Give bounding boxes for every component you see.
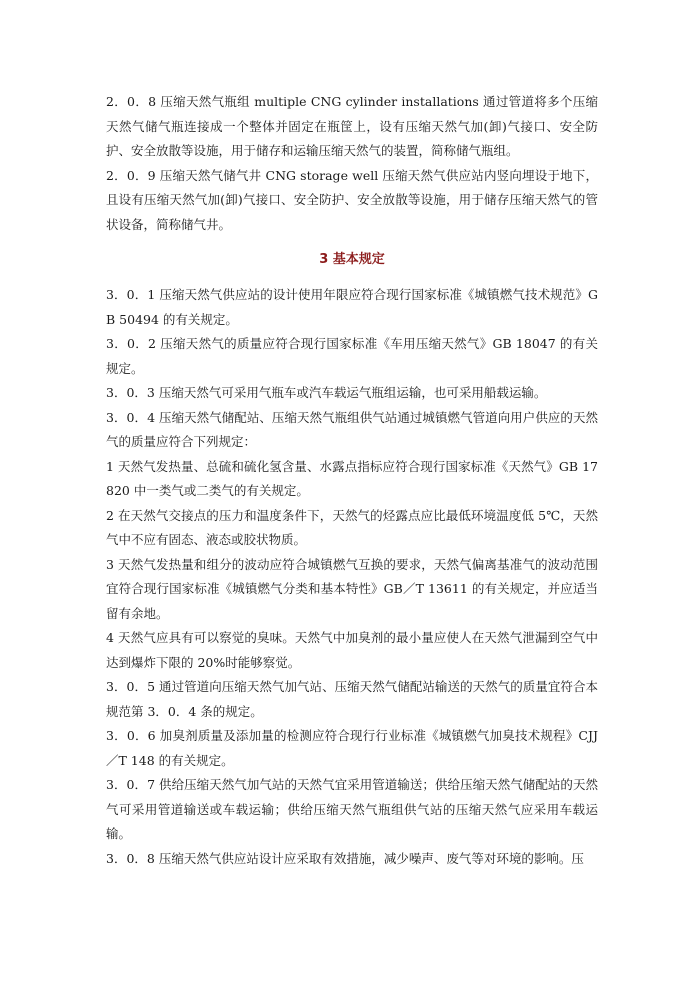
clause-3-0-4-item-4: 4 天然气应具有可以察觉的臭味。天然气中加臭剂的最小量应使人在天然气泄漏到空气中达到爆炸下限的 20%时能够察觉。 — [106, 630, 598, 670]
clause-2-0-9: 2．0．9 压缩天然气储气井 CNG storage well 压缩天然气供应站内竖向埋设于地下，且设有压缩天然气加(卸)气接口、安全防护、安全放散等设施，用于储存压缩天然气的管状设备，简称储气井。 — [106, 167, 598, 232]
clause-3-0-3: 3．0．3 压缩天然气可采用气瓶车或汽车载运气瓶组运输，也可采用船载运输。 — [106, 385, 547, 400]
clause-2-0-8: 2．0．8 压缩天然气瓶组 multiple CNG cylinder installations 通过管道将多个压缩天然气储气瓶连接成一个整体并固定在瓶筐上，设有压缩天然气加(卸)气接口、安全防护、安全放散等设施，用于储存和运输压缩天然气的装置，简称储气瓶组。 — [106, 94, 598, 158]
clause-3-0-8: 3．0．8 压缩天然气供应站设计应采取有效措施，减少噪声、废气等对环境的影响。压 — [106, 850, 584, 866]
clause-3-0-5: 3．0．5 通过管道向压缩天然气加气站、压缩天然气储配站输送的天然气的质量宜符合本规范第 3．0．4 条的规定。 — [106, 679, 598, 719]
clause-3-0-7: 3．0．7 供给压缩天然气加气站的天然气宜采用管道输送；供给压缩天然气储配站的天然气可采用管道输送或车载运输；供给压缩天然气瓶组供气站的压缩天然气应采用车载运输。 — [106, 777, 598, 841]
clause-3-0-4: 3．0．4 压缩天然气储配站、压缩天然气瓶组供气站通过城镇燃气管道向用户供应的天然气的质量应符合下列规定： — [106, 409, 598, 449]
clause-3-0-6: 3．0．6 加臭剂质量及添加量的检测应符合现行行业标准《城镇燃气加臭技术规程》CJJ／T 148 的有关规定。 — [106, 728, 598, 768]
clause-3-0-1: 3．0．1 压缩天然气供应站的设计使用年限应符合现行国家标准《城镇燃气技术规范》GB 50494 的有关规定。 — [106, 287, 598, 327]
document-body — [106, 90, 598, 871]
clause-3-0-2: 3．0．2 压缩天然气的质量应符合现行国家标准《车用压缩天然气》GB 18047 的有关规定。 — [106, 336, 598, 376]
clause-3-0-4-item-3: 3 天然气发热量和组分的波动应符合城镇燃气互换的要求，天然气偏离基准气的波动范围宜符合现行国家标准《城镇燃气分类和基本特性》GB／T 13611 的有关规定，并应适当留有余地。 — [106, 556, 598, 621]
section-heading: 3 基本规定 — [319, 252, 385, 267]
clause-3-0-4-item-2: 2 在天然气交接点的压力和温度条件下，天然气的烃露点应比最低环境温度低 5℃，天然气中不应有固态、液态或胶状物质。 — [106, 507, 598, 547]
clause-3-0-4-item-1: 1 天然气发热量、总硫和硫化氢含量、水露点指标应符合现行国家标准《天然气》GB 17820 中一类气或二类气的有关规定。 — [106, 458, 598, 498]
